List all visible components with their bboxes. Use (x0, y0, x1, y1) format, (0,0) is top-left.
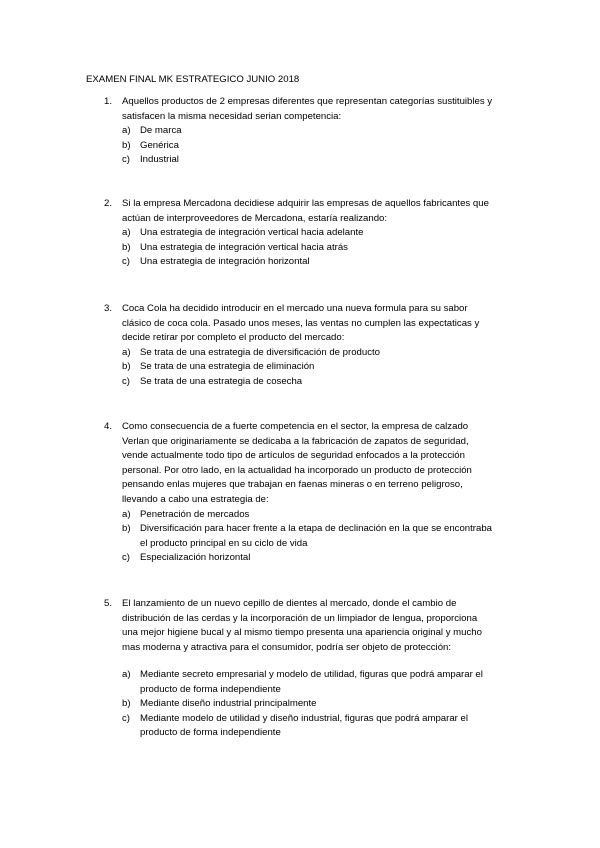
option-b (0, 697, 600, 712)
option-label: a) (122, 346, 131, 358)
option-label: c) (122, 256, 130, 268)
option-b (0, 360, 600, 375)
option-c (0, 551, 600, 566)
question-text (122, 597, 517, 655)
question-number: 3. (104, 303, 113, 314)
option-b (0, 522, 600, 551)
exam-title: EXAMEN FINAL MK ESTRATEGICO JUNIO 2018 (86, 74, 300, 85)
option-list (0, 226, 600, 270)
question-text-line: Si la empresa Mercadona decidiese adquirir las empresas de aquellos fabricantes que (122, 198, 489, 209)
option-label: a) (122, 227, 131, 239)
question-text (122, 95, 517, 124)
option-text: Una estrategia de integración horizontal (140, 256, 310, 268)
question-text-line: Verlan que originariamente se dedicaba a la fabricación de zapatos de seguridad, (122, 435, 469, 447)
question-text-line: vende actualmente todo tipo de artículos de seguridad enfocados a la protección (122, 450, 465, 462)
option-label: c) (122, 154, 130, 166)
option-c (0, 375, 600, 390)
option-text: producto de forma independiente (140, 683, 281, 695)
option-label: a) (122, 508, 131, 520)
option-text: Penetración de mercados (140, 508, 250, 520)
option-label: b) (122, 361, 131, 373)
option-label: c) (122, 552, 130, 564)
option-label: c) (122, 375, 130, 387)
question-text (122, 420, 517, 508)
option-list (0, 668, 600, 741)
option-text: Una estrategia de integración vertical hacia atrás (140, 241, 348, 253)
question-text-line: satisfacen la misma necesidad serian competencia: (122, 110, 342, 122)
option-label: b) (122, 139, 131, 151)
question-text-line: mas moderna y atractiva para el consumidor, podría ser objeto de protección: (122, 641, 452, 653)
option-text: Genérica (140, 139, 179, 151)
option-text: Una estrategia de integración vertical hacia adelante (140, 227, 364, 239)
option-label: a) (122, 125, 131, 137)
option-label: a) (122, 669, 131, 680)
option-a (0, 346, 600, 361)
option-c (0, 712, 600, 741)
option-a (0, 124, 600, 139)
option-c (0, 153, 600, 168)
option-text: el producto principal en su ciclo de vida (140, 537, 308, 549)
question-text-line: actúan de interproveedores de Mercadona, estaría realizando: (122, 212, 388, 224)
question-text-line: Aquellos productos de 2 empresas diferentes que representan categorías sustituibles y (122, 96, 493, 107)
question-text-line: personal. Por otro lado, en la actualidad ha incorporado un producto de protección (122, 464, 472, 476)
option-label: b) (122, 241, 131, 253)
question-number: 2. (104, 198, 113, 209)
option-text: Industrial (140, 154, 179, 166)
option-a (0, 226, 600, 241)
option-text: Especialización horizontal (140, 552, 251, 564)
question-text-line: pensando enlas mujeres que trabajan en faenas mineras o en terreno peligroso, (122, 479, 463, 491)
option-text: Mediante modelo de utilidad y diseño industrial, figuras que podrá amparar el (140, 712, 468, 724)
option-text: Se trata de una estrategia de diversificación de producto (140, 346, 380, 358)
question-text-line: decide retirar por completo el producto del mercado: (122, 332, 345, 344)
question-number: 4. (104, 421, 113, 432)
question-number: 1. (104, 96, 113, 107)
question-number: 5. (104, 598, 113, 609)
option-text: Mediante secreto empresarial y modelo de utilidad, figuras que podrá amparar el (140, 669, 483, 680)
option-text: Diversificación para hacer frente a la etapa de declinación en la que se encontraba (140, 523, 492, 535)
question-text-line: clásico de coca cola. Pasado unos meses, las ventas no cumplen las expectaticas y (122, 317, 480, 329)
question-text-line: Coca Cola ha decidido introducir en el mercado una nueva formula para su sabor (122, 303, 468, 314)
option-text: Se trata de una estrategia de eliminación (140, 361, 315, 373)
option-list (0, 124, 600, 168)
option-b (0, 139, 600, 154)
question-text-line: El lanzamiento de un nuevo cepillo de dientes al mercado, donde el cambio de (122, 598, 457, 609)
option-list (0, 508, 600, 566)
option-text: producto de forma independiente (140, 727, 281, 739)
question-text-line: Como consecuencia de a fuerte competencia en el sector, la empresa de calzado (122, 421, 469, 432)
option-a (0, 668, 600, 697)
option-text: De marca (140, 125, 182, 137)
question-text (122, 302, 517, 346)
option-text: Mediante diseño industrial principalmente (140, 698, 317, 710)
option-c (0, 255, 600, 270)
question-text-line: llevando a cabo una estrategia de: (122, 493, 269, 505)
option-label: c) (122, 712, 130, 724)
option-label: b) (122, 523, 131, 535)
option-list (0, 346, 600, 390)
question-text-line: una mejor higiene bucal y al mismo tiempo presenta una apariencia original y mucho (122, 627, 482, 639)
question-text-line: distribución de las cerdas y la incorporación de un limpiador de lengua, proporciona (122, 612, 478, 624)
option-a (0, 508, 600, 523)
option-label: b) (122, 698, 131, 710)
option-b (0, 241, 600, 256)
option-text: Se trata de una estrategia de cosecha (140, 375, 303, 387)
question-text (122, 197, 517, 226)
